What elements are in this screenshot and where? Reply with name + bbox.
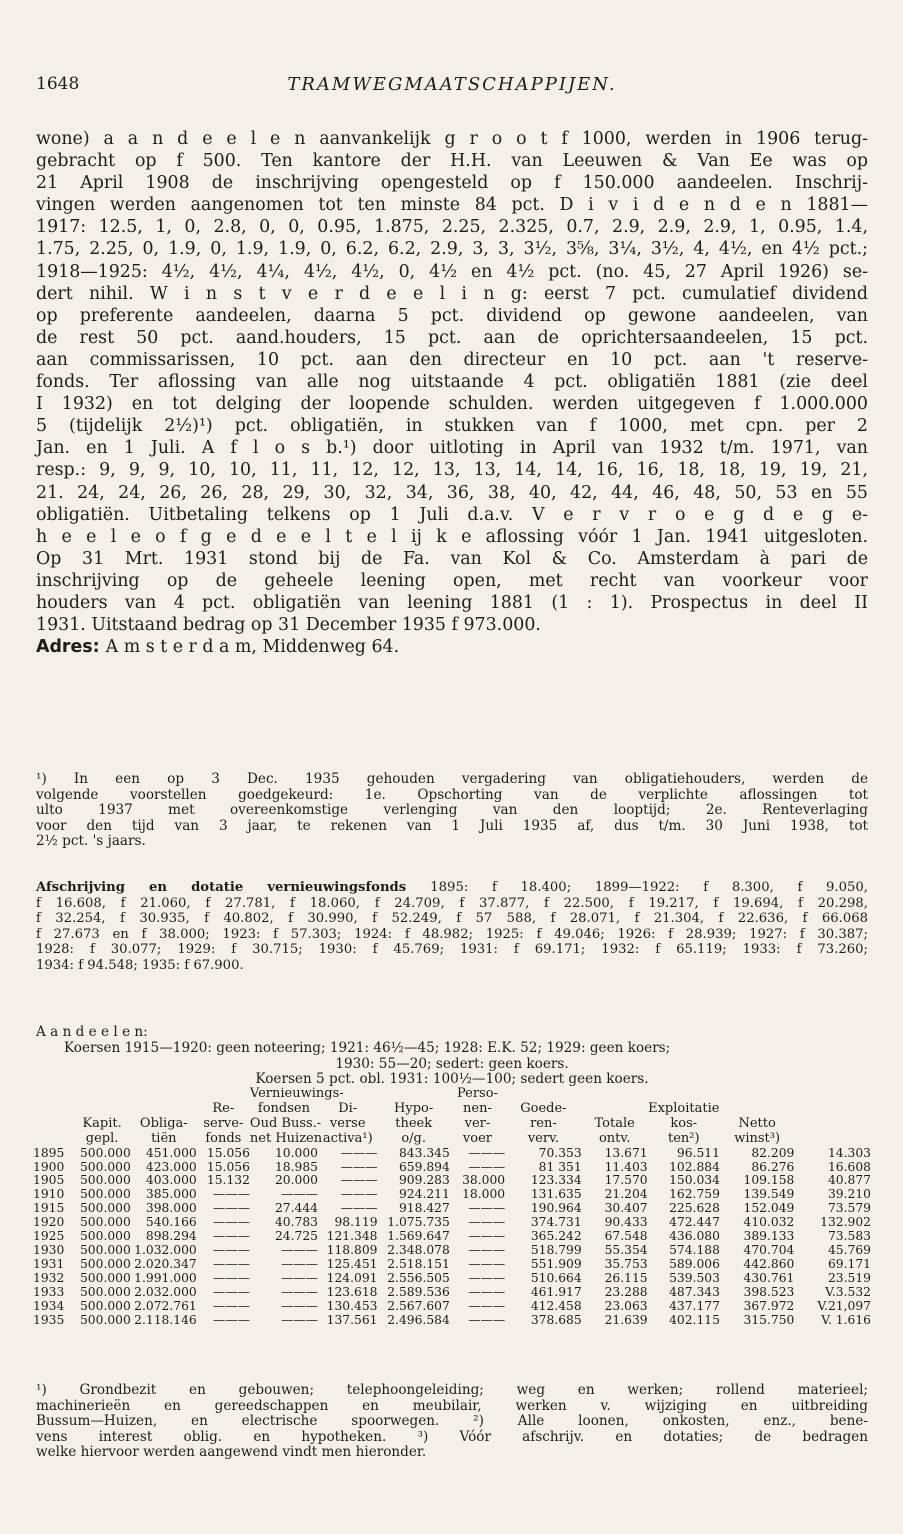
header-cell: o/g. (401, 1130, 426, 1146)
table-row (33, 1300, 871, 1314)
afschrijving-values: 1895: f 18.400; 1899—1922: f 8.300, f 9.050, (430, 880, 868, 895)
table-cell: 442.860 (743, 1256, 795, 1271)
body-line: de rest 50 pct. aand.houders, 15 pct. aan de oprichtersaandeelen, 15 pct. (36, 327, 868, 348)
table-cell: ——— (468, 1229, 506, 1244)
table-cell: ——— (213, 1229, 250, 1244)
table-cell: 2.348.078 (387, 1242, 450, 1257)
header-cell: Netto (738, 1115, 776, 1131)
table-cell: 26.115 (604, 1270, 648, 1285)
year-cell: 1930 (33, 1242, 65, 1257)
table-cell: 40.877 (827, 1173, 871, 1188)
table-cell: 162.759 (669, 1187, 720, 1202)
table-cell: 11.403 (604, 1159, 648, 1174)
table-cell: ——— (468, 1256, 506, 1271)
header-cell: Goede- (520, 1100, 567, 1116)
table-row (33, 1258, 871, 1272)
table-cell: 2.589.536 (387, 1284, 450, 1299)
table-cell: 190.964 (530, 1201, 582, 1216)
table-cell: ——— (468, 1284, 506, 1299)
table-cell: ——— (213, 1187, 250, 1202)
header-cell: net Huizen (249, 1130, 323, 1146)
table-cell: ——— (213, 1242, 250, 1257)
table-cell: 98.119 (334, 1215, 378, 1230)
table-cell: 55.354 (604, 1242, 648, 1257)
footnote-line: voor den tijd van 3 jaar, te rekenen van 1 Juli 1935 af, dus t/m. 30 Juni 1938, tot (36, 817, 868, 834)
header-cell: Exploitatie (648, 1100, 720, 1116)
table-cell: 96.511 (676, 1145, 720, 1160)
address-line (36, 636, 868, 658)
table-cell: 500.000 (79, 1145, 131, 1160)
table-cell: ——— (213, 1312, 250, 1327)
table-cell: 2.118.146 (134, 1312, 197, 1327)
header-cell (582, 1102, 648, 1117)
header-cell: tiën (151, 1130, 177, 1146)
header-cell: Oud Buss.- (249, 1115, 322, 1131)
table-cell: 1.991.000 (134, 1270, 197, 1285)
table-cell: 500.000 (79, 1312, 131, 1327)
table-cell: 132.902 (820, 1215, 871, 1230)
header-cell: serve- (203, 1115, 244, 1131)
body-line: I 1932) en tot delging der loopende schulden. werden uitgegeven f 1.000.000 (36, 394, 868, 415)
table-cell: 436.080 (669, 1229, 720, 1244)
table-cell: 398.523 (743, 1284, 795, 1299)
header-cell: Re- (212, 1100, 235, 1116)
table-cell: 23.288 (604, 1284, 648, 1299)
body-line: op preferente aandeelen, daarna 5 pct. dividend op gewone aandeelen, van (36, 305, 868, 326)
table-cell: 86.276 (751, 1159, 795, 1174)
table-cell: ——— (213, 1215, 250, 1230)
aandeelen-section (36, 1025, 868, 1088)
table-cell: 898.294 (145, 1229, 197, 1244)
table-cell: 40.783 (274, 1215, 318, 1230)
table-cell: ——— (281, 1284, 318, 1299)
table-cell: 402.115 (669, 1312, 720, 1327)
table-cell: 69.171 (827, 1256, 871, 1271)
table-cell: 500.000 (79, 1173, 131, 1188)
body-line: houders van 4 pct. obligatiën van leening 1881 (1 : 1). Prospectus in deel II (36, 592, 868, 613)
body-line: 1931. Uitstaand bedrag op 31 December 1935 f 973.000. (36, 615, 541, 636)
table-cell: V. 1.616 (821, 1312, 871, 1327)
body-line: obligatiën. Uitbetaling telkens op 1 Juli d.a.v. V e r v r o e g d e g e- (36, 504, 868, 525)
koersen-obligaties: Koersen 5 pct. obl. 1931: 100½—100; sedert geen koers. (255, 1071, 649, 1088)
table-row (33, 1161, 871, 1175)
header-cell: ver- (464, 1115, 491, 1131)
header-cell (720, 1087, 794, 1102)
table-cell: 1.075.735 (387, 1215, 450, 1230)
table-row (33, 1147, 871, 1161)
header-cell: Kapit. (82, 1115, 122, 1131)
footnote-line: volgende voorstellen goedgekeurd: 1e. Opschorting van de verplichte aflossingen tot (36, 786, 868, 803)
table-cell: 500.000 (79, 1187, 131, 1202)
header-cell: voer (462, 1130, 493, 1146)
header-cell (378, 1087, 450, 1102)
year-cell: 1910 (33, 1187, 65, 1202)
table-cell: 500.000 (79, 1270, 131, 1285)
table-cell: 20.000 (274, 1173, 318, 1188)
table-cell: 410.032 (743, 1215, 795, 1230)
table-cell: ——— (213, 1284, 250, 1299)
header-cell (197, 1087, 250, 1102)
table-cell: ——— (281, 1242, 318, 1257)
table-cell: 150.034 (669, 1173, 720, 1188)
table-cell: 385.000 (145, 1187, 197, 1202)
table-row (33, 1230, 871, 1244)
table-cell: ——— (213, 1298, 250, 1313)
footnote-line: vens interest oblig. en hypotheken. ³) Vóór afschrijv. en dotaties; de bedragen (36, 1428, 868, 1445)
header-row (33, 1132, 871, 1147)
table-cell: 500.000 (79, 1242, 131, 1257)
header-cell: ten²) (667, 1130, 700, 1146)
header-cell (33, 1102, 73, 1117)
table-cell: ——— (340, 1187, 378, 1202)
table-cell: ——— (213, 1201, 250, 1216)
table-cell: 843.345 (398, 1145, 450, 1160)
table-row (33, 1188, 871, 1202)
table-cell: 2.032.000 (134, 1284, 197, 1299)
table-cell: 125.451 (326, 1256, 378, 1271)
running-head (36, 74, 868, 100)
table-cell: 90.433 (604, 1215, 648, 1230)
table-cell: 35.753 (604, 1256, 648, 1271)
header-cell: Perso- (456, 1086, 498, 1101)
header-cell: verse (329, 1115, 366, 1131)
table-cell: ——— (468, 1242, 506, 1257)
body-line: aan commissarissen, 10 pct. aan den directeur en 10 pct. aan 't reserve- (36, 349, 868, 370)
table-cell: 102.884 (669, 1159, 720, 1174)
footnote-table (36, 1383, 868, 1461)
table-cell: 123.334 (530, 1173, 582, 1188)
header-row (33, 1102, 871, 1117)
table-cell: 81 351 (538, 1159, 582, 1174)
year-cell: 1931 (33, 1256, 65, 1271)
footnote-line: machinerieën en gereedschappen en meubilair, werken v. wijziging en uitbreiding (36, 1397, 868, 1414)
table-cell: 21.204 (604, 1187, 648, 1202)
table-cell: 16.608 (827, 1159, 871, 1174)
table-cell: ——— (281, 1270, 318, 1285)
aandeelen-label: A a n d e e l e n: (36, 1024, 148, 1040)
table-cell: 487.343 (669, 1284, 720, 1299)
table-row (33, 1216, 871, 1230)
body-line: dert nihil. W i n s t v e r d e e l i n g: eerst 7 pct. cumulatief dividend (36, 283, 868, 304)
table-cell: 2.072.761 (134, 1298, 197, 1313)
header-cell (73, 1102, 130, 1117)
table-cell: 17.570 (604, 1173, 648, 1188)
table-cell: 500.000 (79, 1159, 131, 1174)
afschrijving-line: f 16.608, f 21.060, f 27.781, f 18.060, f 24.709, f 37.877, f 22.500, f 19.217, f 19.694, f 20.298, (36, 895, 868, 911)
body-line: 1917: 12.5, 1, 0, 2.8, 0, 0, 0.95, 1.875, 2.25, 2.325, 0.7, 2.9, 2.9, 2.9, 1, 0.95, 1.4, (36, 217, 868, 238)
table-row (33, 1272, 871, 1286)
afschrijving-line: 1934: f 94.548; 1935: f 67.900. (36, 957, 244, 973)
table-cell: ——— (281, 1187, 318, 1202)
body-line: inschrijving op de geheele leening open, met recht van voorkeur voor (36, 570, 868, 591)
table-body (33, 1147, 871, 1328)
year-cell: 1934 (33, 1298, 65, 1313)
table-cell: 137.561 (326, 1312, 378, 1327)
table-cell: 39.210 (827, 1187, 871, 1202)
header-cell: ontv. (598, 1130, 631, 1146)
header-cell (582, 1087, 648, 1102)
table-cell: 121.348 (326, 1229, 378, 1244)
table-cell: 73.579 (827, 1201, 871, 1216)
header-cell: gepl. (85, 1130, 119, 1146)
table-row (33, 1244, 871, 1258)
page-number: 1648 (36, 74, 80, 94)
table-cell: 123.618 (326, 1284, 378, 1299)
table-cell: ——— (468, 1145, 506, 1160)
table-cell: ——— (468, 1201, 506, 1216)
header-row (33, 1117, 871, 1132)
body-line: 21 April 1908 de inschrijving opengesteld op f 150.000 aandeelen. Inschrij- (36, 173, 868, 194)
header-cell: ren- (530, 1115, 557, 1131)
table-cell: 2.567.607 (387, 1298, 450, 1313)
table-cell: 23.063 (604, 1298, 648, 1313)
table-cell: 152.049 (743, 1201, 795, 1216)
body-line: gebracht op f 500. Ten kantore der H.H. van Leeuwen & Van Ee was op (36, 151, 868, 172)
header-cell: activa¹) (322, 1130, 373, 1146)
table-cell: 70.353 (538, 1145, 582, 1160)
table-cell: 1.569.647 (387, 1229, 450, 1244)
table-cell: 2.556.505 (387, 1270, 450, 1285)
header-cell (33, 1132, 73, 1147)
body-line: wone) a a n d e e l e n aanvankelijk g r o o t f 1000, werden in 1906 terug- (36, 129, 868, 149)
table-cell: 15.056 (206, 1145, 250, 1160)
table-cell: 423.000 (145, 1159, 197, 1174)
table-cell: 403.000 (145, 1173, 197, 1188)
table-cell: 378.685 (530, 1312, 582, 1327)
table-cell: ——— (340, 1145, 378, 1160)
table-cell: 30.407 (604, 1201, 648, 1216)
year-cell: 1920 (33, 1215, 65, 1230)
table-cell: 470.704 (743, 1242, 795, 1257)
table-cell: ——— (468, 1312, 506, 1327)
footnote-line: 2½ pct. 's jaars. (36, 833, 146, 850)
year-cell: 1900 (33, 1159, 65, 1174)
table-cell: 461.917 (530, 1284, 582, 1299)
table-cell: 367.972 (743, 1298, 795, 1313)
table-cell: 472.447 (669, 1215, 720, 1230)
table-cell: 315.750 (743, 1312, 795, 1327)
header-cell: Vernieuwings- (249, 1086, 344, 1101)
table-cell: 45.769 (827, 1242, 871, 1257)
table-cell: 451.000 (145, 1145, 197, 1160)
year-cell: 1925 (33, 1229, 65, 1244)
table-cell: 365.242 (530, 1229, 582, 1244)
table-cell: 23.519 (827, 1270, 871, 1285)
table-cell: 24.725 (274, 1229, 318, 1244)
table-cell: V.21,097 (817, 1298, 871, 1313)
table-cell: 225.628 (669, 1201, 720, 1216)
afschrijving-title: Afschrijving en dotatie vernieuwingsfonds (36, 880, 431, 895)
afschrijving-line: f 32.254, f 30.935, f 40.802, f 30.990, f 52.249, f 57 588, f 28.071, f 21.304, f 22.636, f 66.068 (36, 911, 868, 926)
table-cell: 924.211 (398, 1187, 450, 1202)
header-cell: kos- (670, 1115, 698, 1131)
header-cell: Di- (338, 1100, 358, 1116)
table-row (33, 1174, 871, 1188)
year-cell: 1932 (33, 1270, 65, 1285)
body-line: fonds. Ter aflossing van alle nog uitstaande 4 pct. obligatiën 1881 (zie deel (36, 372, 868, 393)
afschrijving-line: 1928: f 30.077; 1929: f 30.715; 1930: f 45.769; 1931: f 69.171; 1932: f 65.119; 1933: f 73.260; (36, 942, 868, 957)
table-cell: 10.000 (274, 1145, 318, 1160)
footnote-line: Bussum—Huizen, en electrische spoorwegen. ²) Alle loonen, onkosten, enz., bene- (36, 1413, 868, 1430)
body-text (36, 128, 868, 658)
header-cell: Obliga- (139, 1115, 188, 1131)
table-cell: 130.453 (326, 1298, 378, 1313)
table-cell: 918.427 (398, 1201, 450, 1216)
table-cell: 909.283 (398, 1173, 450, 1188)
table-cell: 109.158 (743, 1173, 795, 1188)
header-cell: Totale (594, 1115, 635, 1131)
table-cell: ——— (340, 1201, 378, 1216)
table-row (33, 1314, 871, 1328)
year-cell: 1915 (33, 1201, 65, 1216)
header-cell: nen- (463, 1100, 492, 1116)
body-line: h e e l e o f g e d e e l t e l ij k e aflossing vóór 1 Jan. 1941 uitgesloten. (36, 526, 868, 547)
table-cell: 124.091 (326, 1270, 378, 1285)
table-cell: ——— (340, 1173, 378, 1188)
table-cell: 398.000 (145, 1201, 197, 1216)
body-line: Op 31 Mrt. 1931 stond bij de Fa. van Kol & Co. Amsterdam à pari de (36, 548, 868, 569)
table-cell: ——— (213, 1270, 250, 1285)
header-cell (131, 1087, 197, 1102)
footnote-line: ulto 1937 met overeenkomstige verlenging van den looptijd; 2e. Renteverlaging (36, 802, 868, 819)
table-cell: 131.635 (530, 1187, 582, 1202)
table-cell: 2.020.347 (134, 1256, 197, 1271)
table-cell: 500.000 (79, 1256, 131, 1271)
table-cell: 540.166 (145, 1215, 197, 1230)
header-cell (720, 1102, 794, 1117)
table-cell: V.3.532 (825, 1284, 871, 1299)
table-cell: 500.000 (79, 1298, 131, 1313)
header-cell (505, 1087, 582, 1102)
financial-table (33, 1087, 871, 1327)
footnote-line: ¹) Grondbezit en gebouwen; telephoongeleiding; weg en werken; rollend materieel; (36, 1382, 868, 1398)
table-cell: 430.761 (743, 1270, 795, 1285)
address-label: Adres: (36, 637, 106, 658)
header-cell: verv. (527, 1130, 559, 1146)
table-cell: 118.809 (326, 1242, 378, 1257)
table-cell: ——— (281, 1312, 318, 1327)
year-cell: 1933 (33, 1284, 65, 1299)
year-cell: 1895 (33, 1145, 65, 1160)
table-cell: 18.000 (462, 1187, 506, 1202)
table-cell: 15.056 (206, 1159, 250, 1174)
body-line: 1918—1925: 4½, 4½, 4¼, 4½, 4½, 0, 4½ en 4½ pct. (no. 45, 27 April 1926) se- (36, 261, 868, 282)
table-cell: 374.731 (530, 1215, 582, 1230)
body-line: Jan. en 1 Juli. A f l o s b.¹) door uitloting in April van 1932 t/m. 1971, van (36, 438, 868, 459)
table-cell: ——— (340, 1159, 378, 1174)
running-title: TRAMWEGMAATSCHAPPIJEN. (287, 74, 617, 95)
table-row (33, 1286, 871, 1300)
table-cell: 574.188 (669, 1242, 720, 1257)
table-cell: 14.303 (827, 1145, 871, 1160)
table-cell: ——— (281, 1298, 318, 1313)
koersen-line-2: 1930: 55—20; sedert: geen koers. (335, 1055, 569, 1072)
header-cell (33, 1117, 73, 1132)
table-cell: 551.909 (530, 1256, 582, 1271)
table-cell: 500.000 (79, 1201, 131, 1216)
afschrijving-line: f 27.673 en f 38.000; 1923: f 57.303; 1924: f 48.982; 1925: f 49.046; 1926: f 28.939; 1927: f 30.387; (36, 926, 868, 942)
footnote-obligations (36, 772, 868, 850)
table-cell: 73.583 (827, 1229, 871, 1244)
table-cell: 2.496.584 (387, 1312, 450, 1327)
koersen-line-1: Koersen 1915—1920: geen noteering; 1921: 46½—45; 1928: E.K. 52; 1929: geen koers; (64, 1039, 671, 1056)
table-cell: 13.671 (604, 1145, 648, 1160)
body-line: vingen werden aangenomen tot ten minste 84 pct. D i v i d e n d e n 1881— (36, 195, 868, 216)
table-cell: 589.006 (669, 1256, 720, 1271)
table-cell: ——— (468, 1159, 506, 1174)
table-cell: 1.032.000 (134, 1242, 197, 1257)
header-cell (131, 1102, 197, 1117)
table-cell: 500.000 (79, 1229, 131, 1244)
header-cell: fonds (205, 1130, 242, 1146)
table-row (33, 1202, 871, 1216)
table-cell: 659.894 (398, 1159, 450, 1174)
table-cell: 18.985 (274, 1159, 318, 1174)
header-cell: theek (395, 1115, 433, 1131)
table-cell: 2.518.151 (387, 1256, 450, 1271)
table-cell: 510.664 (530, 1270, 582, 1285)
body-line: 5 (tijdelijk 2½)¹) pct. obligatiën, in stukken van f 1000, met cpn. per 2 (36, 416, 868, 437)
table-cell: 82.209 (751, 1145, 795, 1160)
address-text: A m s t e r d a m, Middenweg 64. (105, 637, 400, 658)
footnote-line: welke hiervoor werden aangewend vindt men hieronder. (36, 1444, 427, 1461)
table-cell: 15.132 (206, 1173, 250, 1188)
body-line: 1.75, 2.25, 0, 1.9, 0, 1.9, 1.9, 0, 6.2, 6.2, 2.9, 3, 3, 3½, 3⅝, 3¼, 3½, 4, 4½, en 4½ pct.; (36, 239, 868, 260)
afschrijving-paragraph (36, 880, 868, 973)
table-cell: 437.177 (669, 1298, 720, 1313)
body-line: 21. 24, 24, 26, 26, 28, 29, 30, 32, 34, 36, 38, 40, 42, 44, 46, 48, 50, 53 en 55 (36, 482, 868, 503)
table-cell: 38.000 (462, 1173, 506, 1188)
table-cell: 539.503 (669, 1270, 720, 1285)
table-cell: 27.444 (274, 1201, 318, 1216)
table-cell: 500.000 (79, 1215, 131, 1230)
table-cell: ——— (468, 1270, 506, 1285)
header-cell (33, 1087, 73, 1102)
header-cell (73, 1087, 130, 1102)
table-cell: ——— (468, 1298, 506, 1313)
table-cell: 500.000 (79, 1284, 131, 1299)
table-cell: 412.458 (530, 1298, 582, 1313)
body-line: resp.: 9, 9, 9, 10, 10, 11, 11, 12, 12, 13, 13, 14, 14, 16, 16, 18, 18, 19, 19, 21, (36, 460, 868, 481)
table-cell: 139.549 (743, 1187, 795, 1202)
table-cell: 67.548 (604, 1229, 648, 1244)
header-cell: Hypo- (394, 1100, 434, 1116)
year-cell: 1905 (33, 1173, 65, 1188)
header-cell: fondsen (257, 1100, 310, 1116)
header-cell: winst³) (734, 1130, 781, 1146)
header-cell (648, 1087, 720, 1102)
table-cell: 21.639 (604, 1312, 648, 1327)
header-row (33, 1087, 871, 1102)
year-cell: 1935 (33, 1312, 65, 1327)
table-cell: 389.133 (743, 1229, 795, 1244)
footnote-line: ¹) In een op 3 Dec. 1935 gehouden vergadering van obligatiehouders, werden de (36, 771, 868, 787)
table-cell: ——— (468, 1215, 506, 1230)
table-header (33, 1087, 871, 1147)
table-cell: ——— (213, 1256, 250, 1271)
afschrijving-line (36, 880, 868, 896)
table-cell: ——— (281, 1256, 318, 1271)
table-cell: 518.799 (530, 1242, 582, 1257)
